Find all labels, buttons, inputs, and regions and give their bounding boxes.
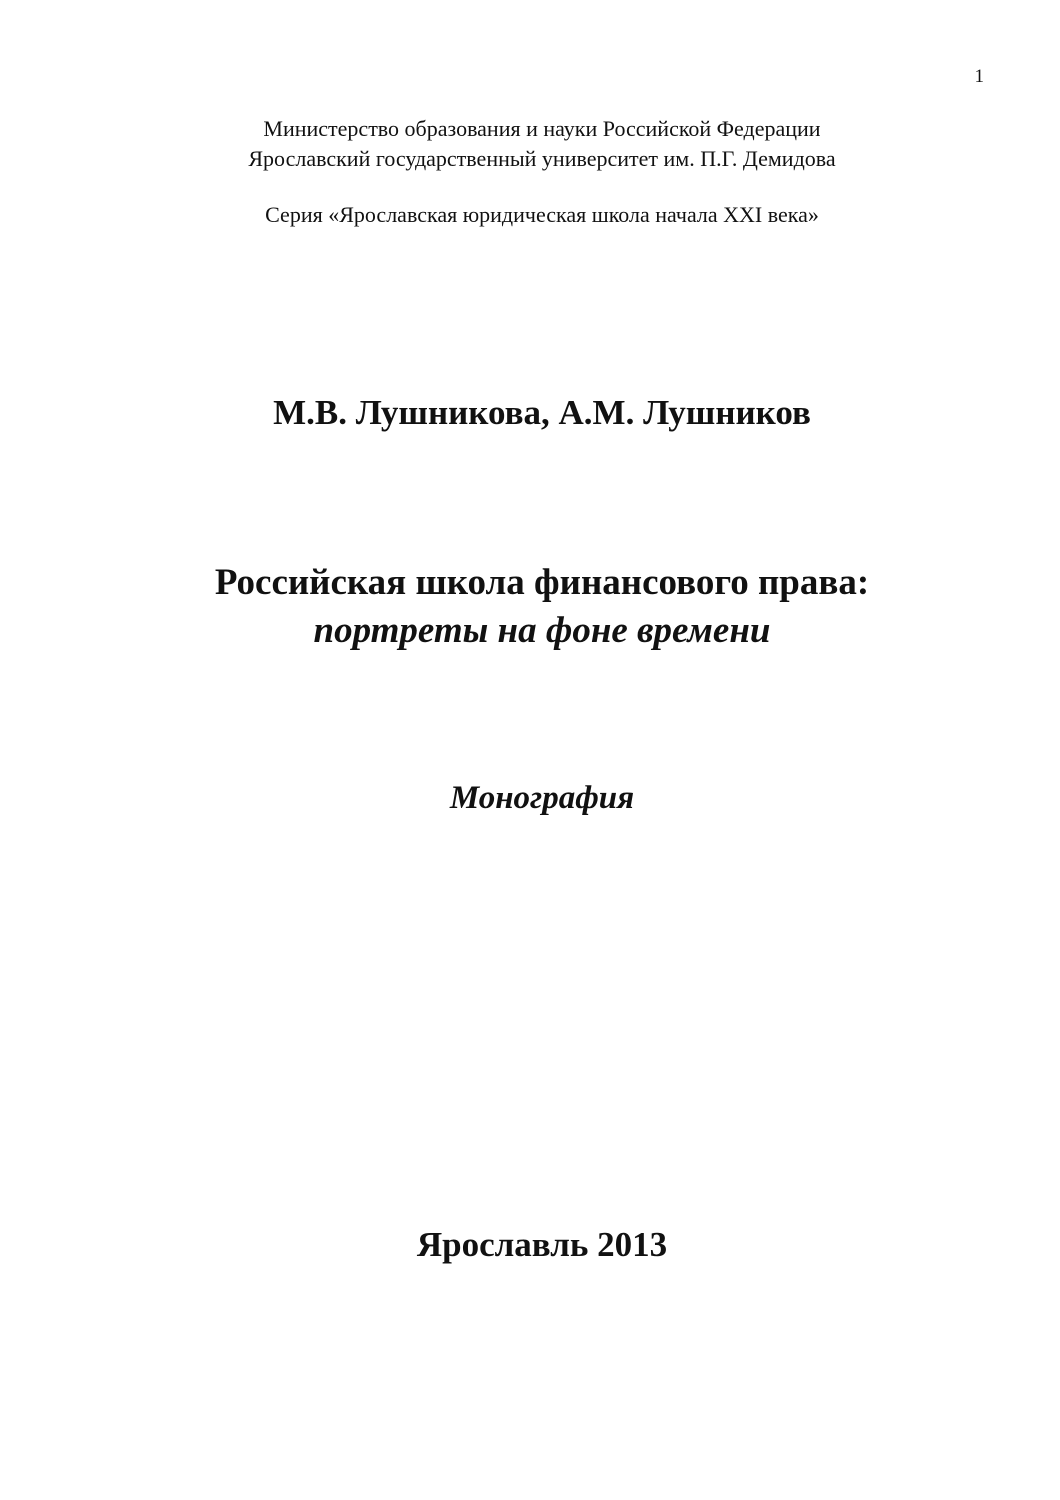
book-subtitle: портреты на фоне времени bbox=[313, 610, 771, 651]
book-title: Российская школа финансового права: bbox=[214, 562, 870, 603]
series-name: Серия «Ярославская юридическая школа начала XXI века» bbox=[265, 202, 819, 227]
page-number: 1 bbox=[974, 66, 984, 87]
authors: М.В. Лушникова, А.М. Лушников bbox=[273, 393, 811, 432]
institution-header bbox=[0, 114, 1060, 174]
publication-genre: Монография bbox=[449, 780, 635, 816]
ministry-name: Министерство образования и науки Российской Федерации bbox=[263, 116, 821, 141]
university-name: Ярославский государственный университет им. П.Г. Демидова bbox=[248, 146, 836, 171]
place-and-year: Ярославль 2013 bbox=[416, 1225, 668, 1264]
